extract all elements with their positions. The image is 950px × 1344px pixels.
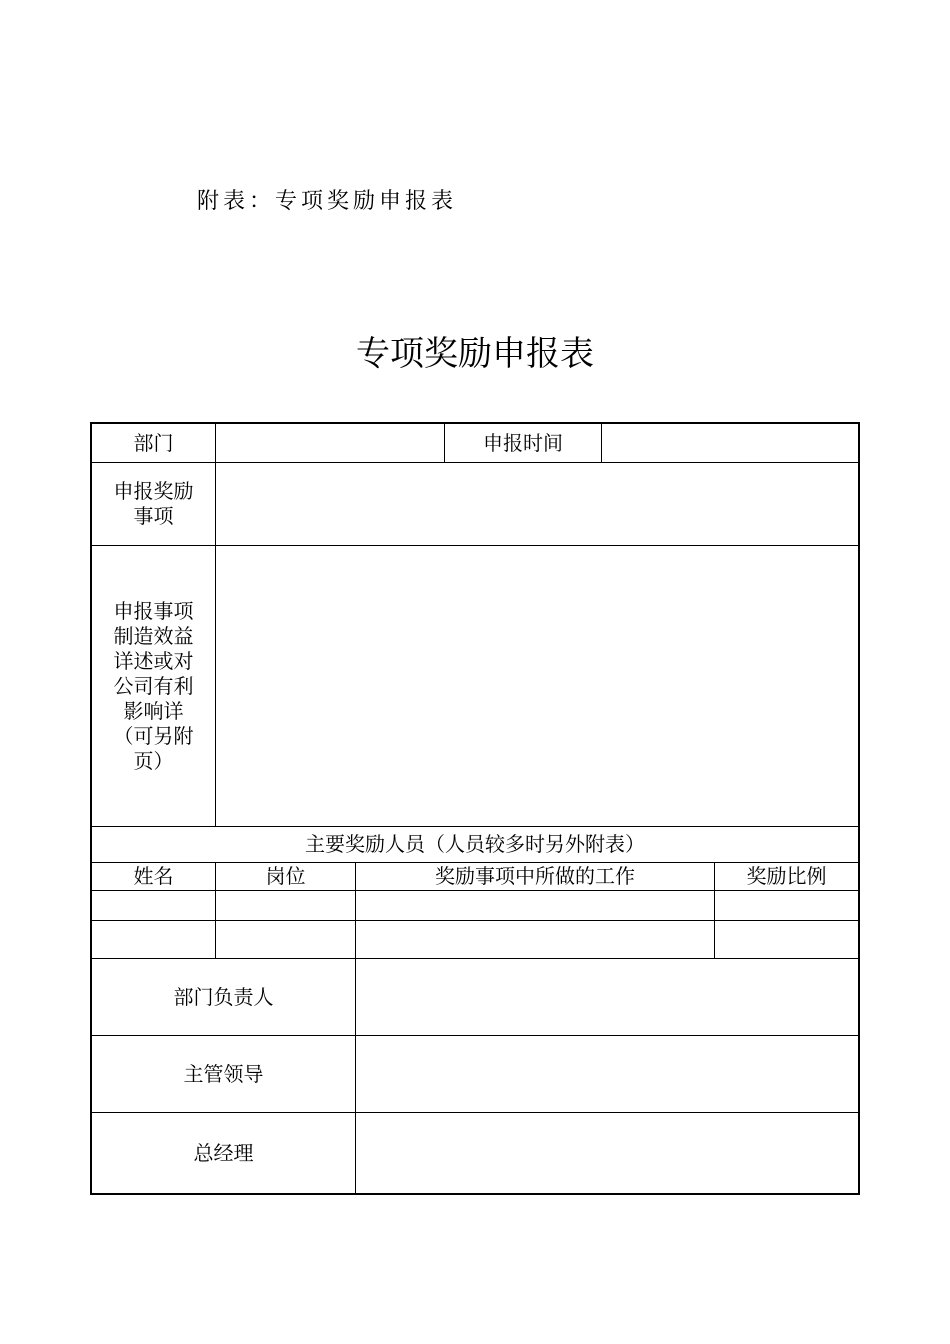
personnel-name-field[interactable] (92, 921, 215, 958)
dept-head-label: 部门负责人 (173, 984, 274, 1009)
dept-head-field[interactable] (356, 959, 858, 1035)
appendix-label: 附表：专项奖励申报表 (197, 189, 458, 214)
benefit-description-label (92, 546, 215, 826)
personnel-position-field[interactable] (216, 891, 355, 920)
department-field[interactable] (216, 424, 444, 462)
personnel-position-field[interactable] (216, 921, 355, 958)
benefit-label-line: 详述或对 (113, 648, 194, 673)
personnel-work-field[interactable] (356, 921, 714, 958)
personnel-work-field[interactable] (356, 891, 714, 920)
column-header-award-ratio: 奖励比例 (746, 864, 827, 888)
department-label: 部门 (133, 430, 174, 455)
award-item-label (92, 463, 215, 545)
personnel-name-field[interactable] (92, 891, 215, 920)
personnel-ratio-field[interactable] (715, 921, 858, 958)
apply-time-label: 申报时间 (483, 430, 563, 455)
benefit-label-line: 影响详 (123, 698, 184, 723)
award-item-field[interactable] (216, 463, 858, 545)
column-header-work-done: 奖励事项中所做的工作 (435, 864, 635, 888)
supervisor-label: 主管领导 (183, 1061, 264, 1086)
award-item-label-line: 事项 (133, 504, 174, 528)
benefit-label-line: （可另附 (113, 723, 194, 748)
general-manager-field[interactable] (356, 1113, 858, 1193)
benefit-label-line: 公司有利 (113, 673, 194, 698)
personnel-section-header: 主要奖励人员（人员较多时另外附表） (305, 832, 645, 856)
personnel-ratio-field[interactable] (715, 891, 858, 920)
column-header-position: 岗位 (265, 864, 306, 888)
general-manager-label: 总经理 (193, 1140, 254, 1165)
column-header-name: 姓名 (133, 864, 174, 888)
award-item-label-line: 申报奖励 (113, 479, 194, 503)
benefit-label-line: 页） (133, 748, 174, 773)
form-title: 专项奖励申报表 (356, 334, 594, 374)
benefit-description-field[interactable] (216, 546, 858, 826)
benefit-label-line: 申报事项 (113, 598, 194, 623)
apply-time-field[interactable] (602, 424, 858, 462)
benefit-label-line: 制造效益 (113, 623, 194, 648)
supervisor-field[interactable] (356, 1036, 858, 1112)
